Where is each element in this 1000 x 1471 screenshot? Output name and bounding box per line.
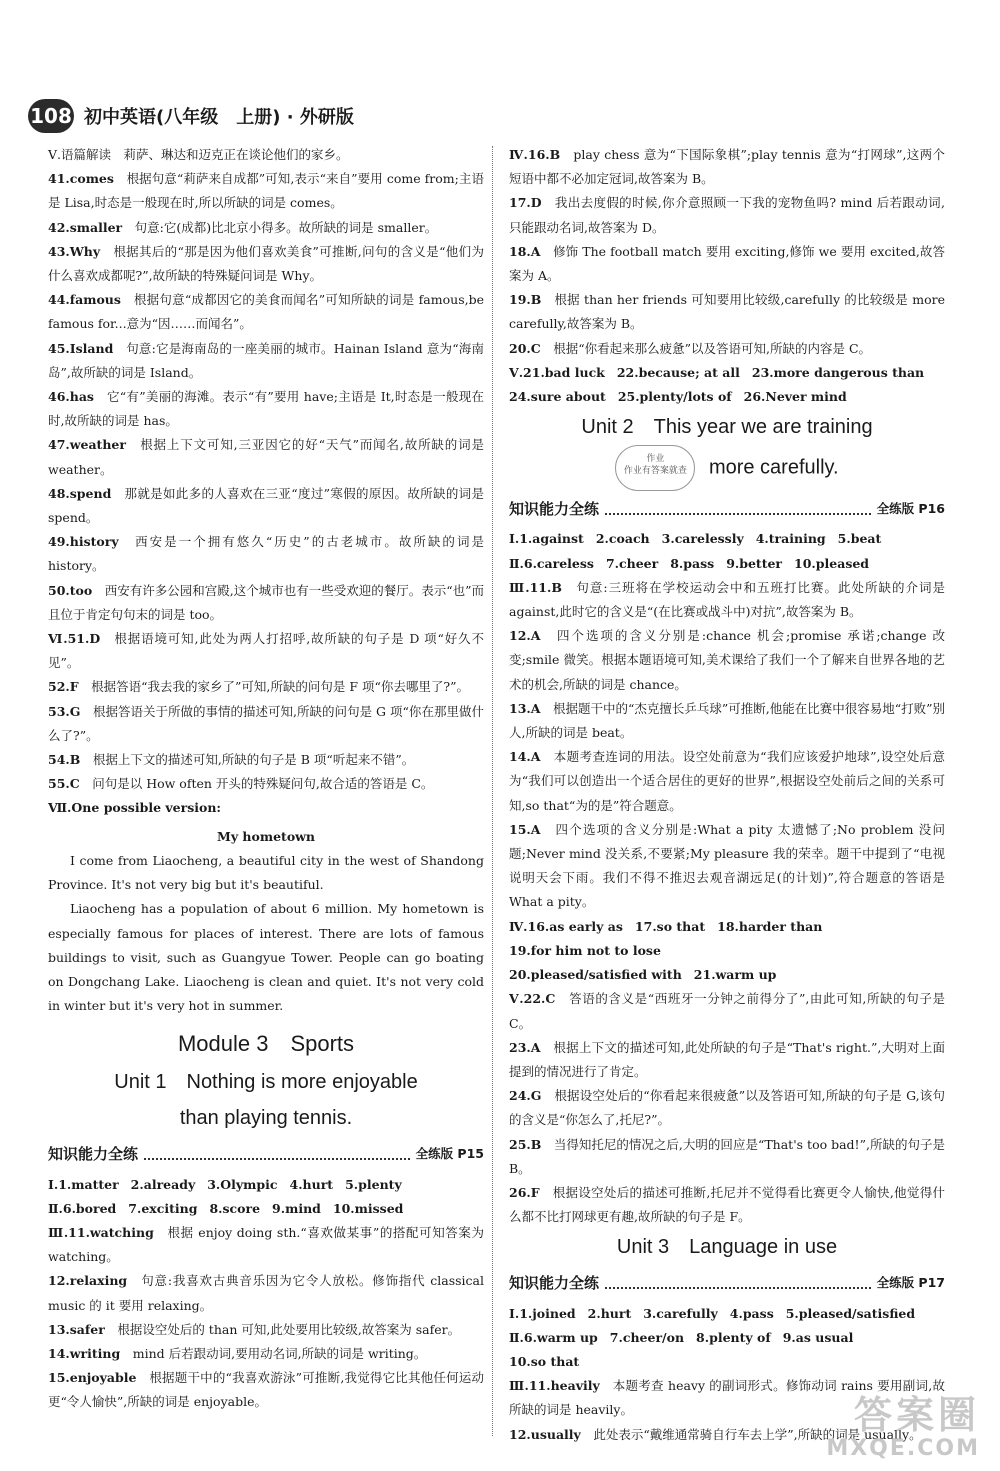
answer-row <box>509 1326 945 1374</box>
answer-item <box>48 579 484 627</box>
answer-number: 45.Island <box>48 340 114 356</box>
answer-row <box>509 963 945 987</box>
unit-title-text: more carefully. <box>708 456 839 479</box>
answer-item <box>48 627 484 675</box>
answer-cell: 10.pleased <box>794 555 870 571</box>
answer-list <box>509 143 945 361</box>
answer-number: 14.A <box>509 749 541 765</box>
answer-item <box>509 818 945 915</box>
answer-item <box>48 433 484 481</box>
answer-explanation: 句意:它是海南岛的一座美丽的城市。Hainan Island 意为“海南岛”,故所缺的词是 Island。 <box>48 340 484 380</box>
answer-cell: Ⅱ.6.warm up <box>509 1329 598 1345</box>
answer-number: 12.relaxing <box>48 1273 128 1289</box>
dotted-leader <box>144 1148 410 1160</box>
answer-explanation: 根据上下文的描述可知,所缺的句子是 B 项“听起来不错”。 <box>92 752 415 768</box>
answer-explanation: 根据答语关于所做的事情的描述可知,所缺的问句是 G 项“你在那里做什么了?”。 <box>48 703 484 743</box>
answer-number: 53.G <box>48 703 81 719</box>
answer-cell: 2.hurt <box>587 1305 632 1321</box>
stamp-logo <box>615 445 695 491</box>
answer-item <box>509 697 945 745</box>
answer-list <box>509 576 945 915</box>
answer-explanation: 修饰 The football match 要用 exciting,修饰 we 要用 excited,故答案为 A。 <box>509 243 945 284</box>
section-heading: Ⅴ.语篇解读 莉萨、琳达和迈克正在谈论他们的家乡。 <box>48 147 349 162</box>
unit-title: Unit 1 Nothing is more enjoyable <box>114 1071 418 1094</box>
answer-explanation: 西安是一个拥有悠久“历史”的古老城市。故所缺的词是 history。 <box>48 534 484 574</box>
answer-cell: 10.so that <box>509 1353 580 1369</box>
answer-item <box>509 240 945 288</box>
answer-cell: Ⅰ.1.against <box>509 531 584 547</box>
answer-number: 26.F <box>509 1184 540 1200</box>
answer-item <box>48 748 484 772</box>
answer-number: Ⅴ.22.C <box>509 991 556 1007</box>
answer-number: 20.C <box>509 340 541 356</box>
answer-cell: 20.pleased/satisfied with <box>509 967 682 983</box>
answer-explanation: 根据题干中的“我喜欢游泳”可推断,我觉得它比其他任何运动更“令人愉快”,所缺的词是 enjoyable。 <box>48 1370 484 1410</box>
answer-number: 15.A <box>509 821 541 837</box>
answer-item <box>48 772 484 796</box>
answer-explanation: 西安有许多公园和宫殿,这个城市也有一些受欢迎的餐厅。表示“也”而且位于肯定句句末的词是 too。 <box>48 582 484 622</box>
section-bar <box>509 1271 945 1295</box>
answer-item <box>509 143 945 191</box>
answer-explanation: 四个选项的含义分别是:What a pity 太遗憾了;No problem 没问题;Never mind 没关系,不要紧;My pleasure 我的荣幸。题干中提到了“电视说明天会下雨。我们不得不推迟去观音湖远足(的计划)”,符合题意的答语是 What a pity。 <box>509 821 945 910</box>
watermark-text: 答案圈 <box>853 1393 980 1438</box>
answer-number: 47.weather <box>48 437 126 453</box>
answer-number: 48.spend <box>48 485 112 501</box>
answer-number: Ⅲ.11.heavily <box>509 1378 600 1394</box>
answer-explanation: 那就是如此多的人喜欢在三亚“度过”寒假的原因。故所缺的词是 spend。 <box>48 485 484 526</box>
answer-explanation: 根据设空处后的 than 可知,此处要用比较级,故答案为 safer。 <box>117 1321 461 1337</box>
answer-number: 13.safer <box>48 1321 105 1337</box>
answer-cell: 19.for him not to lose <box>509 942 661 958</box>
answer-number: 19.B <box>509 292 542 308</box>
answer-number: 18.A <box>509 243 541 259</box>
section-heading: Ⅶ.One possible version: <box>48 800 222 816</box>
answer-cell: 2.coach <box>595 531 650 547</box>
section-bar-ref: 全练版 P17 <box>876 1275 945 1291</box>
answer-explanation: 句意:它(成都)比北京小得多。故所缺的词是 smaller。 <box>134 219 438 235</box>
answer-item <box>48 1342 484 1366</box>
stamp-text: 作业 <box>646 453 665 464</box>
answer-explanation: 根据 enjoy doing sth.“喜欢做某事”的搭配可知答案为 watching。 <box>48 1224 484 1265</box>
answer-explanation: 根据答语“我去我的家乡了”可知,所缺的问句是 F 项“你去哪里了?”。 <box>91 679 469 695</box>
answer-number: Ⅲ.11.B <box>509 579 562 595</box>
answer-cell: Ⅰ.1.matter <box>48 1176 119 1192</box>
answer-item <box>48 530 484 578</box>
answer-row <box>509 527 945 551</box>
answer-cell: 7.exciting <box>128 1200 198 1216</box>
answer-cell: 3.carelessly <box>661 531 744 547</box>
answer-explanation: 它“有”美丽的海滩。表示“有”要用 have;主语是 It,时态是一般现在时,故所缺的词是 has。 <box>48 389 484 429</box>
answer-row <box>509 552 945 576</box>
answer-item <box>48 1269 484 1317</box>
answer-explanation: 此处表示“戴维通常骑自行车去上学”,所缺的词是 usually。 <box>593 1426 922 1442</box>
answer-cell: 5.beat <box>837 531 882 547</box>
answer-explanation: 根据语境可知,此处为两人打招呼,故所缺的句子是 D 项“好久不见”。 <box>48 631 484 671</box>
book-title: 初中英语(八年级 上册) · 外研版 <box>84 107 354 128</box>
unit-title: Unit 3 Language in use <box>616 1236 838 1259</box>
answer-number: 14.writing <box>48 1345 121 1361</box>
answer-item <box>509 191 945 239</box>
page-number: 108 <box>28 99 74 133</box>
answer-explanation: 根据设空处后的描述可推断,托尼并不觉得看比赛更令人愉快,他觉得什么都不比打网球更有趣,故所缺的句子是 F。 <box>509 1184 945 1225</box>
answer-item <box>48 240 484 288</box>
answer-cell: 4.hurt <box>289 1176 334 1192</box>
answer-item <box>509 288 945 336</box>
answer-item <box>48 482 484 530</box>
essay-body <box>48 849 484 1018</box>
answer-number: 24.G <box>509 1088 542 1104</box>
answer-cell: 10.missed <box>332 1200 404 1216</box>
answer-number: Ⅲ.11.watching <box>48 1224 154 1240</box>
answer-explanation: 问句是以 How often 开头的特殊疑问句,故合适的答语是 C。 <box>92 776 434 792</box>
unit-title: Unit 2 This year we are training <box>581 416 873 439</box>
answer-explanation: 根据上下文的描述可知,此处所缺的句子是“That's right.”,大明对上面提到的情况进行了肯定。 <box>509 1039 945 1079</box>
answer-explanation: 根据句意“莉萨来自成都”可知,表示“来自”要用 come from;主语是 Lisa,时态是一般现在时,所以所缺的词是 comes。 <box>48 171 484 211</box>
answer-explanation: 根据“你看起来那么疲惫”以及答语可知,所缺的内容是 C。 <box>553 340 872 356</box>
answer-explanation: 四个选项的含义分别是:chance 机会;promise 承诺;change 改变;smile 微笑。根据本题语境可知,美术课给了我们一个了解来自世界各地的艺术的机会,所缺的词是 chance。 <box>509 628 945 692</box>
module-title: Module 3 Sports <box>177 1031 355 1057</box>
answer-list <box>509 987 945 1229</box>
section-bar-ref: 全练版 P15 <box>415 1146 484 1162</box>
answer-cell: 8.score <box>209 1200 261 1216</box>
answer-item <box>509 624 945 697</box>
answer-number: 44.famous <box>48 292 121 308</box>
answer-explanation: 答语的含义是“西班牙一分钟之前得分了”,由此可知,所缺的句子是 C。 <box>509 991 945 1031</box>
answer-explanation: play chess 意为“下国际象棋”;play tennis 意为“打网球”,这两个短语中都不必加定冠词,故答案为 B。 <box>509 147 945 187</box>
answer-item <box>48 216 484 240</box>
section-bar-title: 知识能力全练 <box>509 1274 600 1293</box>
answer-cell: 9.better <box>726 555 783 571</box>
answer-explanation: 根据句意“成都因它的美食而闻名”可知所缺的词是 famous,be famous for...意为“因……而闻名”。 <box>48 292 484 332</box>
answer-item <box>48 167 484 215</box>
answer-number: 41.comes <box>48 171 114 187</box>
answer-cell: 21.warm up <box>693 967 777 983</box>
answer-explanation: 根据上下文可知,三亚因它的好“天气”而闻名,故所缺的词是 weather。 <box>48 437 484 477</box>
answer-row <box>48 1173 484 1197</box>
unit-title-line2 <box>509 445 945 491</box>
answer-list <box>48 167 484 796</box>
answer-number: 42.smaller <box>48 219 123 235</box>
answer-explanation: 当得知托尼的情况之后,大明的回应是“That's too bad!”,所缺的句子是 B。 <box>509 1136 945 1176</box>
answer-number: 52.F <box>48 679 79 695</box>
answer-number: Ⅵ.51.D <box>48 631 101 647</box>
answer-item <box>509 1084 945 1132</box>
left-column <box>48 143 484 1415</box>
essay-title: My hometown <box>216 828 316 844</box>
answer-item <box>48 1318 484 1342</box>
answer-cell: 7.cheer <box>605 555 659 571</box>
answer-explanation: 根据其后的“那是因为他们喜欢美食”可推断,问句的含义是“他们为什么喜欢成都呢?”,故所缺的特殊疑问词是 Why。 <box>48 243 484 284</box>
answer-row <box>509 385 945 409</box>
answer-item <box>509 1133 945 1181</box>
answer-cell: 24.sure about <box>509 389 606 405</box>
answer-cell: 7.cheer/on <box>609 1329 685 1345</box>
answer-cell: 4.training <box>755 531 826 547</box>
answer-number: 54.B <box>48 752 81 768</box>
page-header <box>28 96 354 136</box>
answer-number: 49.history <box>48 534 119 550</box>
answer-cell: Ⅰ.1.joined <box>509 1305 576 1321</box>
answer-cell: Ⅱ.6.careless <box>509 555 594 571</box>
answer-explanation: 本题考查连词的用法。设空处前意为“我们应该爱护地球”,设空处后意为“我们可以创造出一个适合居住的更好的世界”,根据设空处前后之间的关系可知,so that“为的是”符合题意。 <box>509 749 945 813</box>
answer-number: 55.C <box>48 776 80 792</box>
answer-item <box>509 987 945 1035</box>
column-divider <box>492 146 493 1436</box>
answer-number: 12.usually <box>509 1426 581 1442</box>
answer-explanation: 我出去度假的时候,你介意照顾一下我的宠物鱼吗? mind 后若跟动词,只能跟动名词,故答案为 D。 <box>509 195 945 235</box>
answer-item <box>509 1036 945 1084</box>
answer-cell: 5.pleased/satisfied <box>785 1305 916 1321</box>
answer-explanation: mind 后若跟动词,要用动名词,所缺的词是 writing。 <box>132 1345 427 1361</box>
answer-number: 13.A <box>509 700 541 716</box>
answer-cell: 23.more dangerous than <box>751 364 925 380</box>
answer-item <box>48 288 484 336</box>
answer-cell: 9.mind <box>272 1200 321 1216</box>
answer-number: 12.A <box>509 628 541 644</box>
answer-item <box>509 337 945 361</box>
dotted-leader <box>605 503 871 515</box>
answer-explanation: 根据设空处后的“你看起来很疲惫”以及答语可知,所缺的句子是 G,该句的含义是“你怎么了,托尼?”。 <box>509 1088 945 1128</box>
answer-item <box>509 576 945 624</box>
answer-item <box>48 1366 484 1414</box>
answer-item <box>48 337 484 385</box>
section-bar <box>48 1142 484 1166</box>
section-bar <box>509 497 945 521</box>
answer-number: 25.B <box>509 1136 542 1152</box>
answer-cell: 2.already <box>130 1176 196 1192</box>
unit-title: than playing tennis. <box>179 1107 353 1130</box>
answer-item <box>48 700 484 748</box>
right-column <box>509 143 945 1447</box>
answer-cell: 26.Never mind <box>743 389 847 405</box>
answer-number: Ⅳ.16.B <box>509 147 561 162</box>
answer-cell: Ⅳ.16.as early as <box>509 918 623 934</box>
answer-item <box>509 1181 945 1229</box>
essay-paragraph: I come from Liaocheng, a beautiful city in the west of Shandong Province. It's not very big but it's beautiful. <box>48 852 484 893</box>
answer-explanation: 根据题干中的“杰克擅长乒乓球”可推断,他能在比赛中很容易地“打败”别人,所缺的词是 beat。 <box>509 700 946 741</box>
section-bar-title: 知识能力全练 <box>48 1145 139 1164</box>
answer-row <box>509 915 945 963</box>
answer-explanation: 本题考查 heavy 的副词形式。修饰动词 rains 要用副词,故所缺的词是 heavily。 <box>509 1378 945 1418</box>
dotted-leader <box>605 1277 871 1289</box>
answer-number: 50.too <box>48 582 93 598</box>
answer-item <box>48 675 484 699</box>
answer-cell: 5.plenty <box>345 1176 402 1192</box>
answer-cell: 18.harder than <box>717 918 823 934</box>
answer-cell: 9.as usual <box>782 1329 854 1345</box>
answer-row <box>509 1302 945 1326</box>
answer-cell: Ⅱ.6.bored <box>48 1200 117 1216</box>
answer-cell: Ⅴ.21.bad luck <box>509 364 605 380</box>
answer-explanation: 句意:三班将在学校运动会中和五班打比赛。此处所缺的介词是 against,此时它的含义是“(在比赛或战斗中)对抗”,故答案为 B。 <box>509 579 945 620</box>
stamp-text: 作业有答案就查 <box>623 465 687 476</box>
answer-item <box>48 385 484 433</box>
answer-cell: 17.so that <box>634 918 706 934</box>
answer-number: 43.Why <box>48 243 101 259</box>
answer-cell: 8.pass <box>670 555 715 571</box>
watermark-logo <box>826 1395 980 1461</box>
answer-explanation: 句意:我喜欢古典音乐因为它令人放松。修饰指代 classical music 的 it 要用 relaxing。 <box>48 1273 484 1313</box>
answer-number: 23.A <box>509 1039 541 1055</box>
answer-number: 46.has <box>48 389 94 405</box>
answer-cell: 25.plenty/lots of <box>617 389 732 405</box>
answer-row <box>509 361 945 385</box>
section-bar-ref: 全练版 P16 <box>876 501 945 517</box>
answer-cell: 3.Olympic <box>207 1176 278 1192</box>
answer-list <box>48 1221 484 1415</box>
section-bar-title: 知识能力全练 <box>509 500 600 519</box>
answer-number: 17.D <box>509 195 542 211</box>
answer-number: 15.enjoyable <box>48 1370 137 1386</box>
watermark-url: MXQE.COM <box>826 1435 980 1461</box>
answer-cell: 4.pass <box>729 1305 774 1321</box>
answer-cell: 8.plenty of <box>696 1329 771 1345</box>
essay-paragraph: Liaocheng has a population of about 6 million. My hometown is especially famous for places of interest. There are lots of famous buildings to visit, such as Guangyue Tower. People can go boating on Dongchang Lake. Liaocheng is clean and quiet. It's not very cold in winter but it's very hot in summer. <box>48 901 484 1014</box>
answer-cell: 22.because; at all <box>616 364 740 380</box>
answer-row <box>48 1197 484 1221</box>
answer-cell: 3.carefully <box>643 1305 718 1321</box>
answer-item <box>48 1221 484 1269</box>
answer-explanation: 根据 than her friends 可知要用比较级,carefully 的比较级是 more carefully,故答案为 B。 <box>509 292 945 332</box>
answer-item <box>509 745 945 818</box>
